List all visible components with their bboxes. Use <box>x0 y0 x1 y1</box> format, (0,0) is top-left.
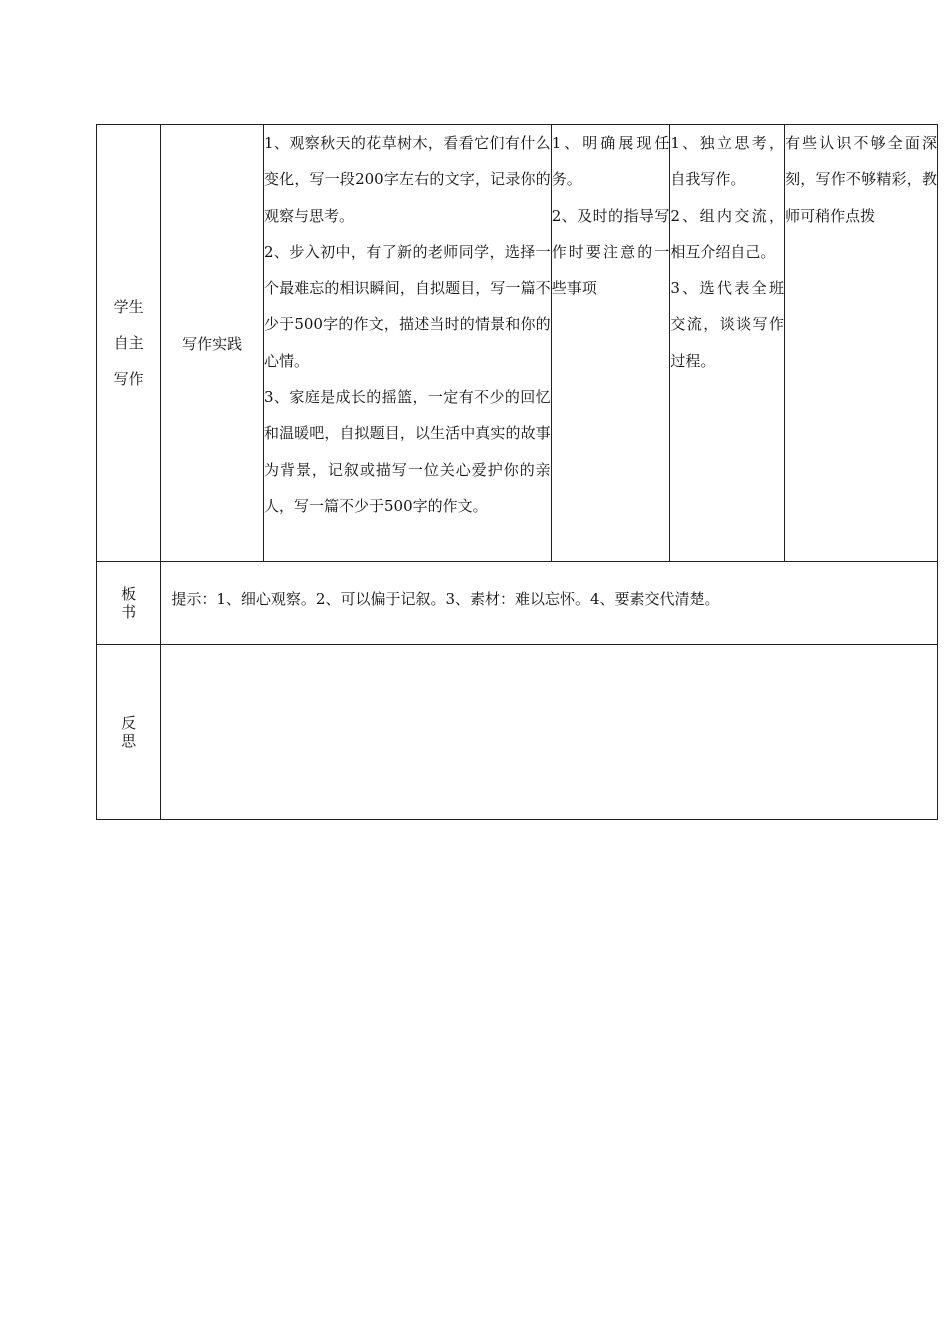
section-label-reflection: 反 思 <box>97 645 161 820</box>
student-action: 3、选代表全班交流，谈谈写作过程。 <box>670 279 785 370</box>
student-action: 2、组内交流，相互介绍自己。 <box>670 206 785 261</box>
teacher-action: 1、明确展现任务。 <box>551 134 670 189</box>
writing-task: 1、观察秋天的花草树木，看看它们有什么变化，写一段200字左右的文字，记录你的观察与思考。 <box>263 134 551 225</box>
blackboard-row <box>97 562 938 645</box>
writing-task: 3、家庭是成长的摇篮，一定有不少的回忆和温暖吧，自拟题目，以生活中真实的故事为背景，记叙或描写一位关心爱护你的亲人，写一篇不少于500字的作文。 <box>263 388 551 515</box>
writing-task: 2、步入初中，有了新的老师同学，选择一个最难忘的相识瞬间，自拟题目，写一篇不少于500字的作文，描述当时的情景和你的心情。 <box>263 242 551 370</box>
design-intent-cell <box>785 125 938 562</box>
student-actions-cell <box>670 125 785 562</box>
blackboard-text: 提示：1、细心观察。2、可以偏于记叙。3、素材：难以忘怀。4、要素交代清楚。 <box>161 562 938 645</box>
student-action: 1、独立思考，自我写作。 <box>670 134 785 189</box>
reflection-content <box>161 645 938 820</box>
writing-tasks-cell <box>263 125 551 562</box>
student-writing-row <box>97 125 938 562</box>
section-label-student-writing: 学生 自主 写作 <box>97 125 161 562</box>
section-label-blackboard: 板 书 <box>97 562 161 645</box>
reflection-row <box>97 645 938 820</box>
lesson-plan-table <box>96 124 938 820</box>
teacher-actions-cell <box>551 125 670 562</box>
design-intent: 有些认识不够全面深刻，写作不够精彩，教师可稍作点拨 <box>785 134 937 225</box>
activity-label: 写作实践 <box>161 125 264 562</box>
teacher-action: 2、及时的指导写作时要注意的一些事项 <box>551 206 670 298</box>
